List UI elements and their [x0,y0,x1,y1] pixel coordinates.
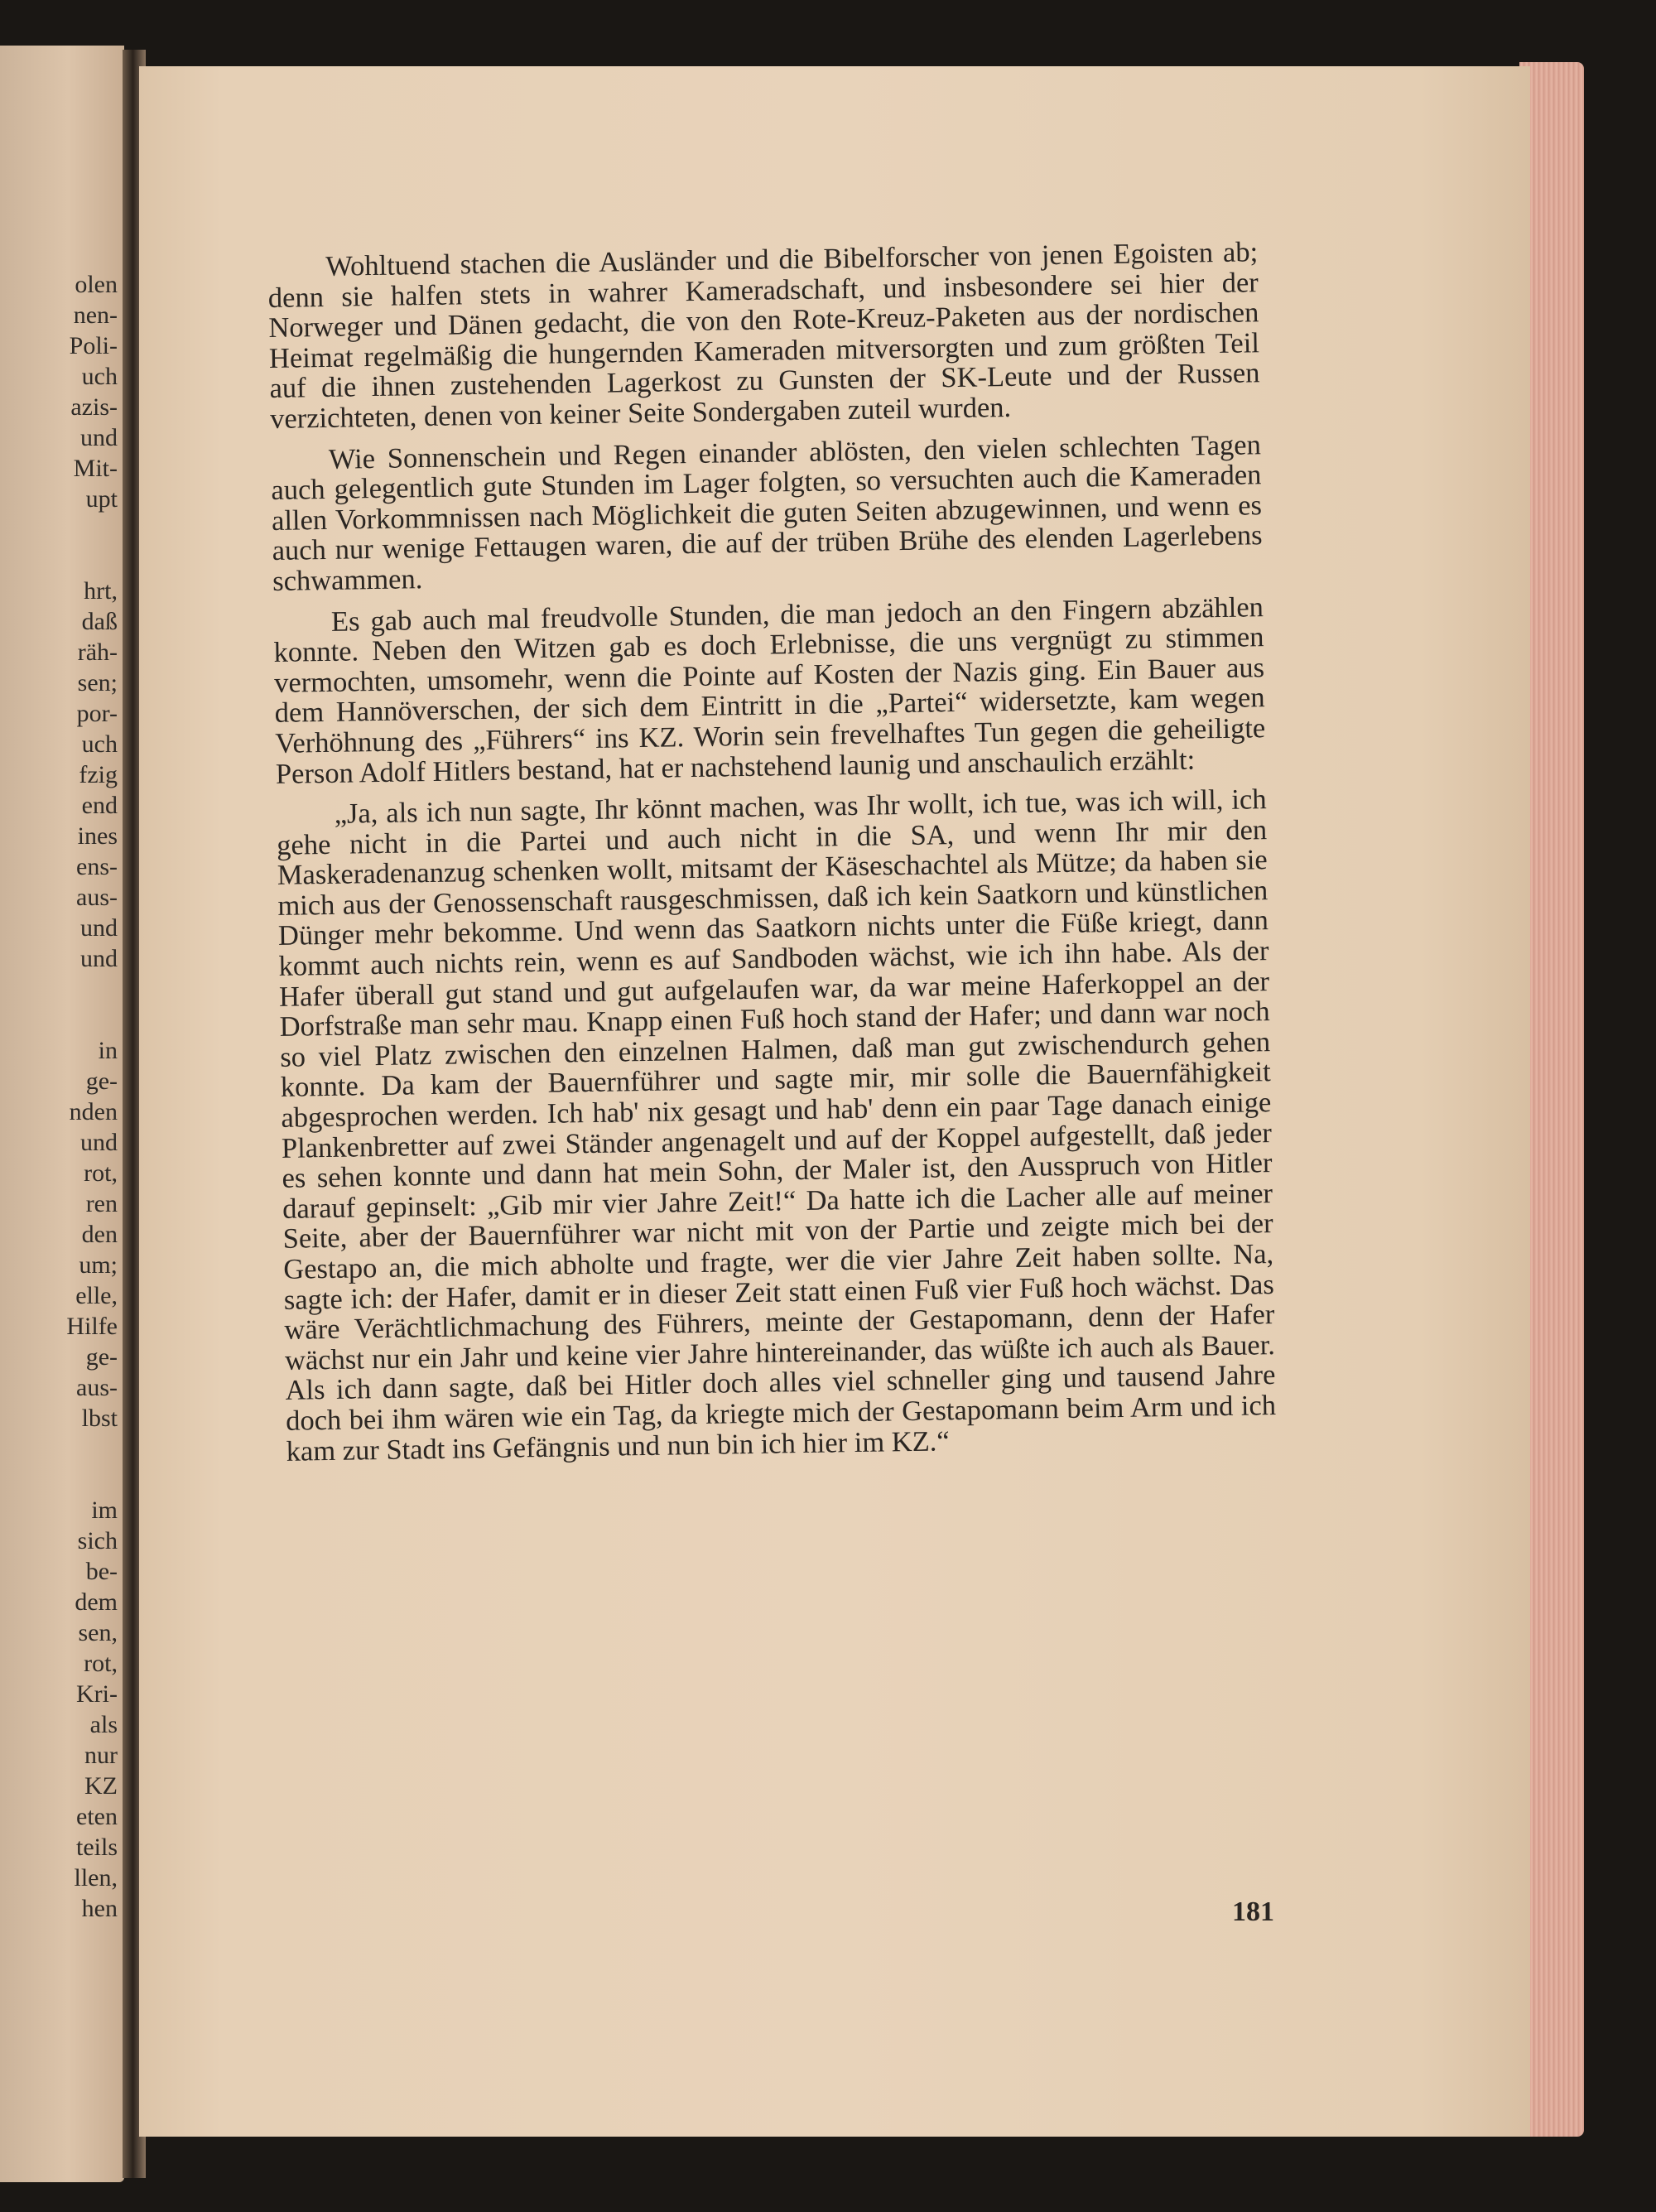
page-body-text [267,237,1277,1477]
paragraph-1: Wohltuend stachen die Ausländer und die Bibelforscher von jenen Egoisten ab; denn sie halfen stets in wahrer Kameradschaft, und insbesondere sei hier der Norweger und Dänen gedacht, die von den Rote-Kreuz-Paketen aus der nordischen Heimat regelmäßig die hungernden Kameraden mitversorgten und zum größten Teil auf die ihnen zustehenden Lagerkost zu Gunsten der SK-Leute und der Russen verzichteten, denen von keiner Seite Sondergaben zuteil wurden. [267,236,1260,435]
left-page-text-fragments: olen nen- Poli- uch azis- und Mit- upt hrt, daß räh- sen; por- uch fzig end ines ens- aus- und und in ge- nden und rot, ren den um; elle, Hilfe ge- aus- lbst im sich be- dem sen, rot, Kri- als nur KZ eten teils llen, hen [66,271,118,1922]
left-facing-page [0,46,124,2182]
page-number: 181 [1232,1896,1274,1927]
paragraph-3: Es gab auch mal freudvolle Stunden, die man jedoch an den Fingern abzählen konnte. Neben den Witzen gab es doch Erlebnisse, die uns vergnügt zu stimmen vermochten, umsomehr, wenn die Pointe auf Kosten der Nazis ging. Ein Bauer aus dem Hannöverschen, der sich dem Eintritt in die „Partei“ widersetzte, kam wegen Verhöhnung des „Führers“ ins KZ. Worin sein frevelhaftes Tun gegen die geheiligte Person Adolf Hitlers bestand, hat er nachstehend launig und anschaulich erzählt: [273,590,1266,790]
paragraph-4: „Ja, als ich nun sagte, Ihr könnt machen, was Ihr wollt, ich tue, was ich will, ich gehe nicht in die Partei und auch nicht in die SA, und wenn Ihr mir den Maskeradenanzug schenken wollt, mitsamt der Käseschachtel als Mütze; da haben sie mich aus der Genossenschaft rausgeschmissen, daß ich kein Saatkorn und künstlichen Dünger mehr bekomme. Und wenn das Saatkorn nichts unter die Füße kriegt, dann kommt auch nichts rein, wenn es auf Sandboden wächst, wie ich ihn habe. Als der Hafer überall gut stand und gut aufgelaufen war, da war meine Haferkoppel an der Dorfstraße man sehr mau. Knapp einen Fuß hoch stand der Hafer; und dann war noch so viel Platz zwischen den einzelnen Halmen, daß man gut zwischendurch gehen konnte. Da kam der Bauernführer und sagte mir, mir solle die Bauernfähigkeit abgesprochen werden. Ich hab' nix gesagt und hab' denn ein paar Tage danach einige Plankenbretter auf zwei Ständer angenagelt und auf der Koppel aufgestellt, daß jeder es sehen konnte und dann hat mein Sohn, der Maler ist, den Ausspruch von Hitler darauf gepinselt: „Gib mir vier Jahre Zeit!“ Da hatte ich die Lacher alle auf meiner Seite, aber der Bauernführer war nicht mit von der Partie und zeigte mich bei der Gestapo an, die mich abholte und fragte, wer die vier Jahre Zeit haben sollte. Na, sagte ich: der Hafer, damit er in dieser Zeit statt einen Fuß vier Fuß hoch wächst. Das wäre Verächtlichmachung des Führers, meinte der Gestapomann, denn der Hafer wächst nur ein Jahr und keine vier Jahre hintereinander, das wüßte ich auch als Bauer. Als ich dann sagte, daß bei Hitler doch alles viel schneller ging und tausend Jahre doch bei ihm wären wie ein Tag, da kriegte mich der Gestapomann beim Arm und ich kam zur Stadt ins Gefängnis und nun bin ich hier im KZ.“ [276,783,1277,1467]
paragraph-2: Wie Sonnenschein und Regen einander ablösten, den vielen schlechten Tagen auch gelegentlich gute Stunden im Lager folgten, so versuchten auch die Kameraden allen Vorkommnissen nach Möglichkeit die guten Seiten abzugewinnen, und wenn es auch nur wenige Fettaugen waren, die auf der trüben Brühe des elenden Lagerlebens schwammen. [271,428,1263,597]
